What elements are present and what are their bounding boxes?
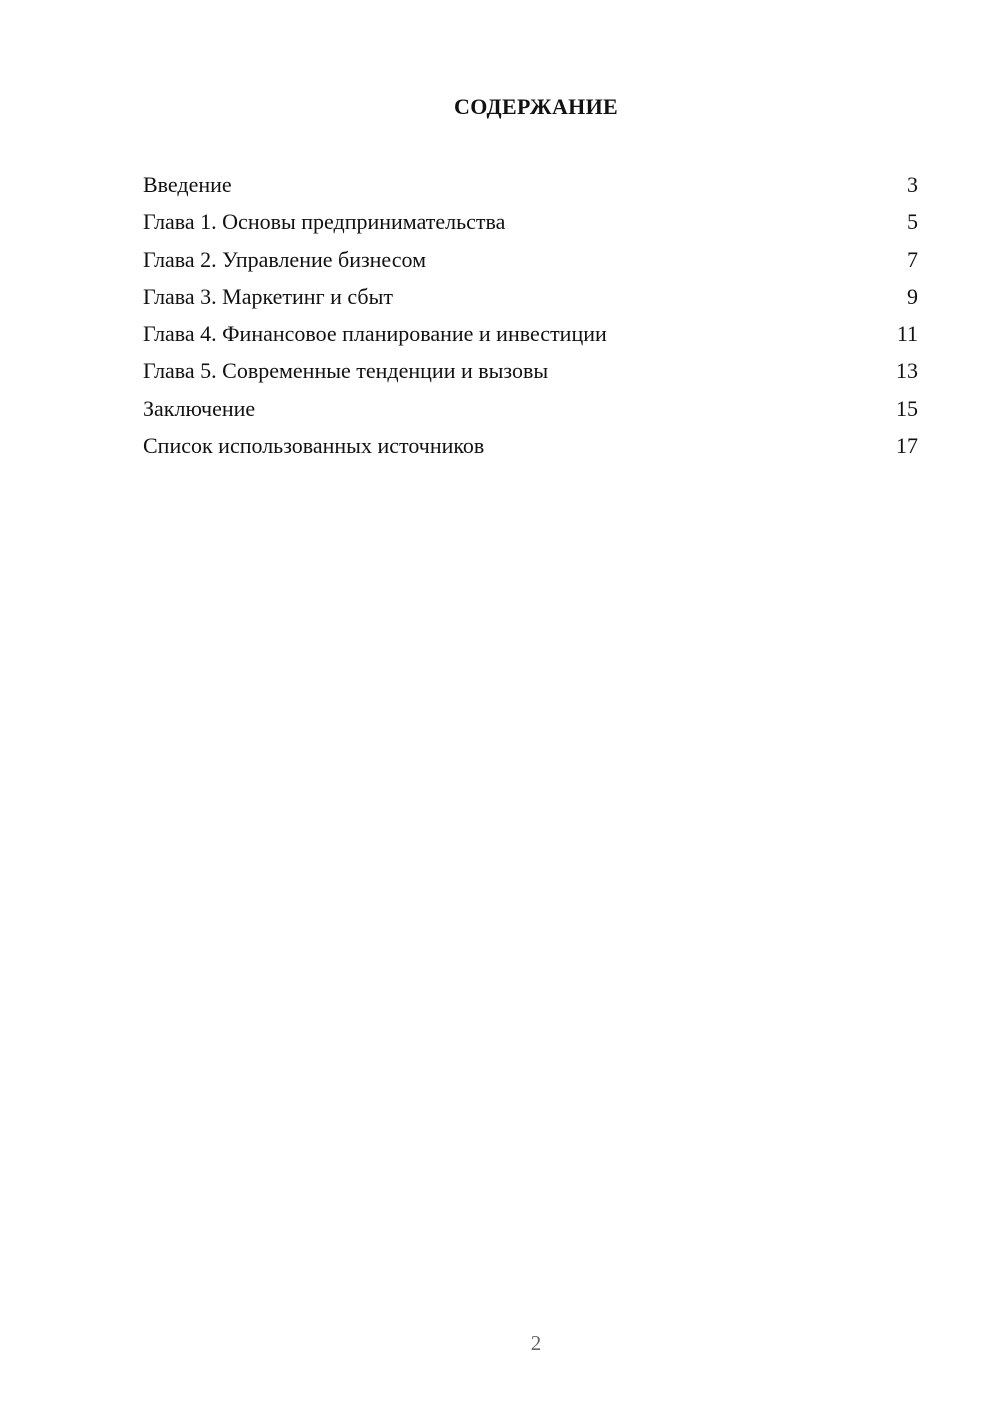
toc-item-page: 3 [907, 172, 918, 197]
toc-item-label: Введение [143, 172, 232, 197]
toc-item-page: 17 [896, 433, 918, 459]
toc-item[interactable] [143, 390, 918, 427]
toc-item-label: Глава 5. Современные тенденции и вызовы [143, 358, 549, 384]
toc-item[interactable] [143, 278, 918, 315]
toc-item[interactable] [143, 352, 918, 389]
toc-item-label: Заключение [143, 395, 256, 421]
toc-item-page: 15 [896, 395, 918, 421]
toc-item-label: Глава 4. Финансовое планирование и инвестиции [143, 321, 607, 347]
toc-item-page: 13 [896, 358, 918, 384]
toc-item-page: 7 [907, 246, 918, 272]
toc-list [143, 166, 918, 464]
page-number: 2 [530, 1331, 542, 1355]
toc-item-label: Глава 1. Основы предпринимательства [143, 209, 506, 235]
toc-item-label: Список использованных источников [143, 433, 485, 459]
toc-item-page: 9 [907, 283, 918, 309]
toc-item-page: 11 [896, 321, 918, 347]
toc-item-label: Глава 3. Маркетинг и сбыт [143, 283, 393, 309]
toc-item[interactable] [143, 241, 918, 278]
toc-item-label: Глава 2. Управление бизнесом [143, 246, 427, 272]
toc-item-page: 5 [907, 209, 918, 235]
toc-item[interactable] [143, 166, 918, 203]
toc-item[interactable] [143, 203, 918, 240]
toc-item[interactable] [143, 315, 918, 352]
toc-title: СОДЕРЖАНИЕ [454, 94, 618, 119]
toc-item[interactable] [143, 427, 918, 464]
